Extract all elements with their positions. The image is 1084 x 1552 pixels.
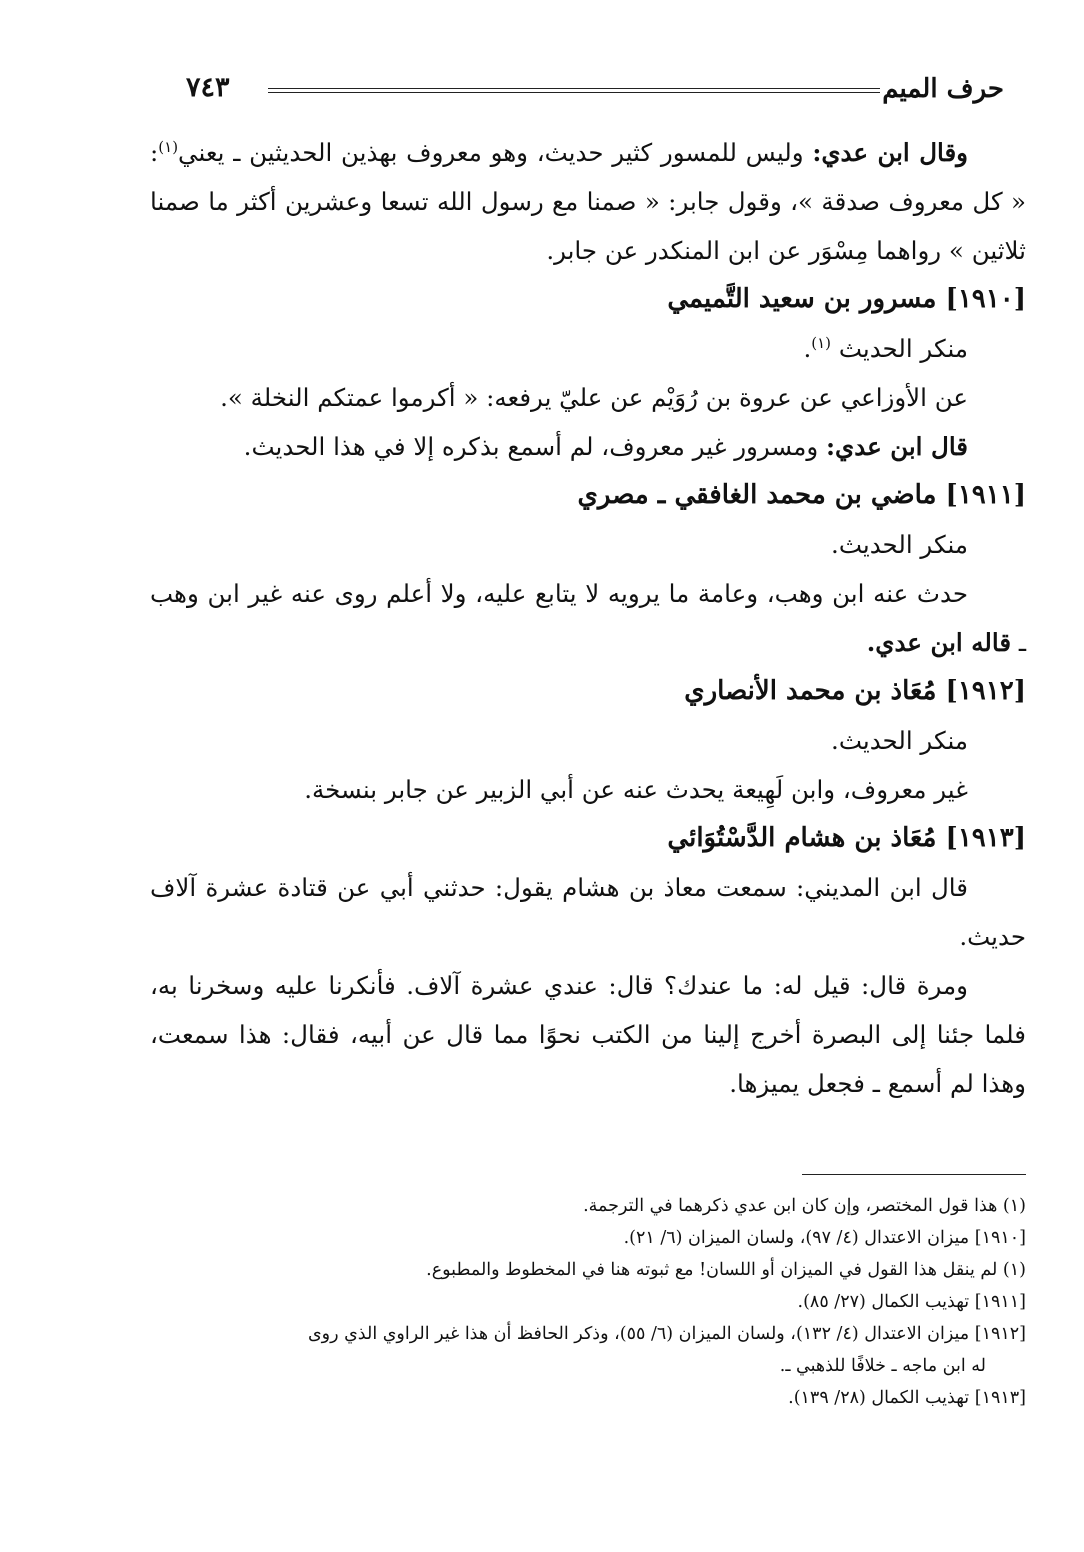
entry-1910-grade: منكر الحديث $^{(١)}$. (803, 333, 968, 363)
chapter-title: حرف الميم (882, 74, 1004, 104)
entry-1913-text-1: قال ابن المديني: سمعت معاذ بن هشام يقول: حدثني أبي عن قتادة عشرة آلاف حديث. (150, 873, 1026, 951)
header-rule (268, 88, 880, 93)
page-number: ٧٤٣ (186, 72, 230, 103)
footnote: [١٩١٢] ميزان الاعتدال (٤/ ١٣٢)، ولسان الميزان (٦/ ٥٥)، وذكر الحافظ أن هذا غير الراوي الذي روى (307, 1324, 1026, 1344)
footnote-ref: (١) (158, 137, 179, 156)
running-header (150, 68, 1012, 108)
entry-heading-1910: [١٩١٠] مسرور بن سعيد التَّميمي (667, 284, 1026, 314)
footnote: [١٩١٣] تهذيب الكمال (٢٨/ ١٣٩). (788, 1388, 1026, 1408)
entry-heading-1911: [١٩١١] ماضي بن محمد الغافقي ـ مصري (577, 480, 1026, 510)
entry-1911-grade: منكر الحديث. (831, 530, 968, 559)
entry-heading-1913: [١٩١٣] مُعَاذ بن هشام الدَّسْتُوَائي (667, 823, 1026, 853)
main-text (150, 128, 1026, 1108)
entry-1912-grade: منكر الحديث. (831, 726, 968, 755)
entry-1912-comment: غير معروف، وابن لَهِيعة يحدث عنه عن أبي الزبير عن جابر بنسخة. (304, 775, 968, 804)
entry-heading-1912: [١٩١٢] مُعَاذ بن محمد الأنصاري (684, 676, 1026, 706)
paragraph-ibn-adi: وقال ابن عدي: وليس للمسور كثير حديث، وهو معروف بهذين الحديثين ـ يعني$^{(١)}$: « كل معروف صدقة »، وقول جابر: « صمنا مع رسول الله تسعا وعشرين أكثر ما صمنا ثلاثين » رواهما مِسْوَر عن ابن المنكدر عن جابر. (150, 137, 1026, 265)
entry-1910-hadith: عن الأوزاعي عن عروة بن رُوَيْم عن عليّ يرفعه: « أكرموا عمتكم النخلة ». (220, 383, 968, 412)
entry-1913-text-2: ومرة قال: قيل له: ما عندك؟ قال: عندي عشرة آلاف. فأنكرنا عليه وسخرنا به، فلما جئنا إلى البصرة أخرج إلينا من الكتب نحوًا مما قال عن أبيه، فقال: هذا سمعت، وهذا لم أسمع ـ فجعل يميزها. (150, 971, 1026, 1098)
footnote-separator (802, 1174, 1026, 1175)
footnote: (١) هذا قول المختصر، وإن كان ابن عدي ذكرهما في الترجمة. (583, 1196, 1026, 1216)
footnote: له ابن ماجه ـ خلافًا للذهبي ـ. (779, 1356, 986, 1376)
footnotes (150, 1190, 1026, 1414)
footnote: [١٩١١] تهذيب الكمال (٢٧/ ٨٥). (797, 1292, 1026, 1312)
footnote: [١٩١٠] ميزان الاعتدال (٤/ ٩٧)، ولسان الميزان (٦/ ٢١). (623, 1228, 1026, 1248)
entry-1910-comment: قال ابن عدي: ومسرور غير معروف، لم أسمع بذكره إلا في هذا الحديث. (243, 432, 968, 461)
entry-1911-comment: حدث عنه ابن وهب، وعامة ما يرويه لا يتابع عليه، ولا أعلم روى عنه غير ابن وهب ـ قاله ابن عدي. (150, 579, 1026, 657)
footnote-ref: (١) (811, 333, 832, 352)
speaker-label: وقال ابن عدي: (812, 138, 969, 167)
footnote: (١) لم ينقل هذا القول في الميزان أو اللسان! مع ثبوته هنا في المخطوط والمطبوع. (426, 1260, 1026, 1280)
